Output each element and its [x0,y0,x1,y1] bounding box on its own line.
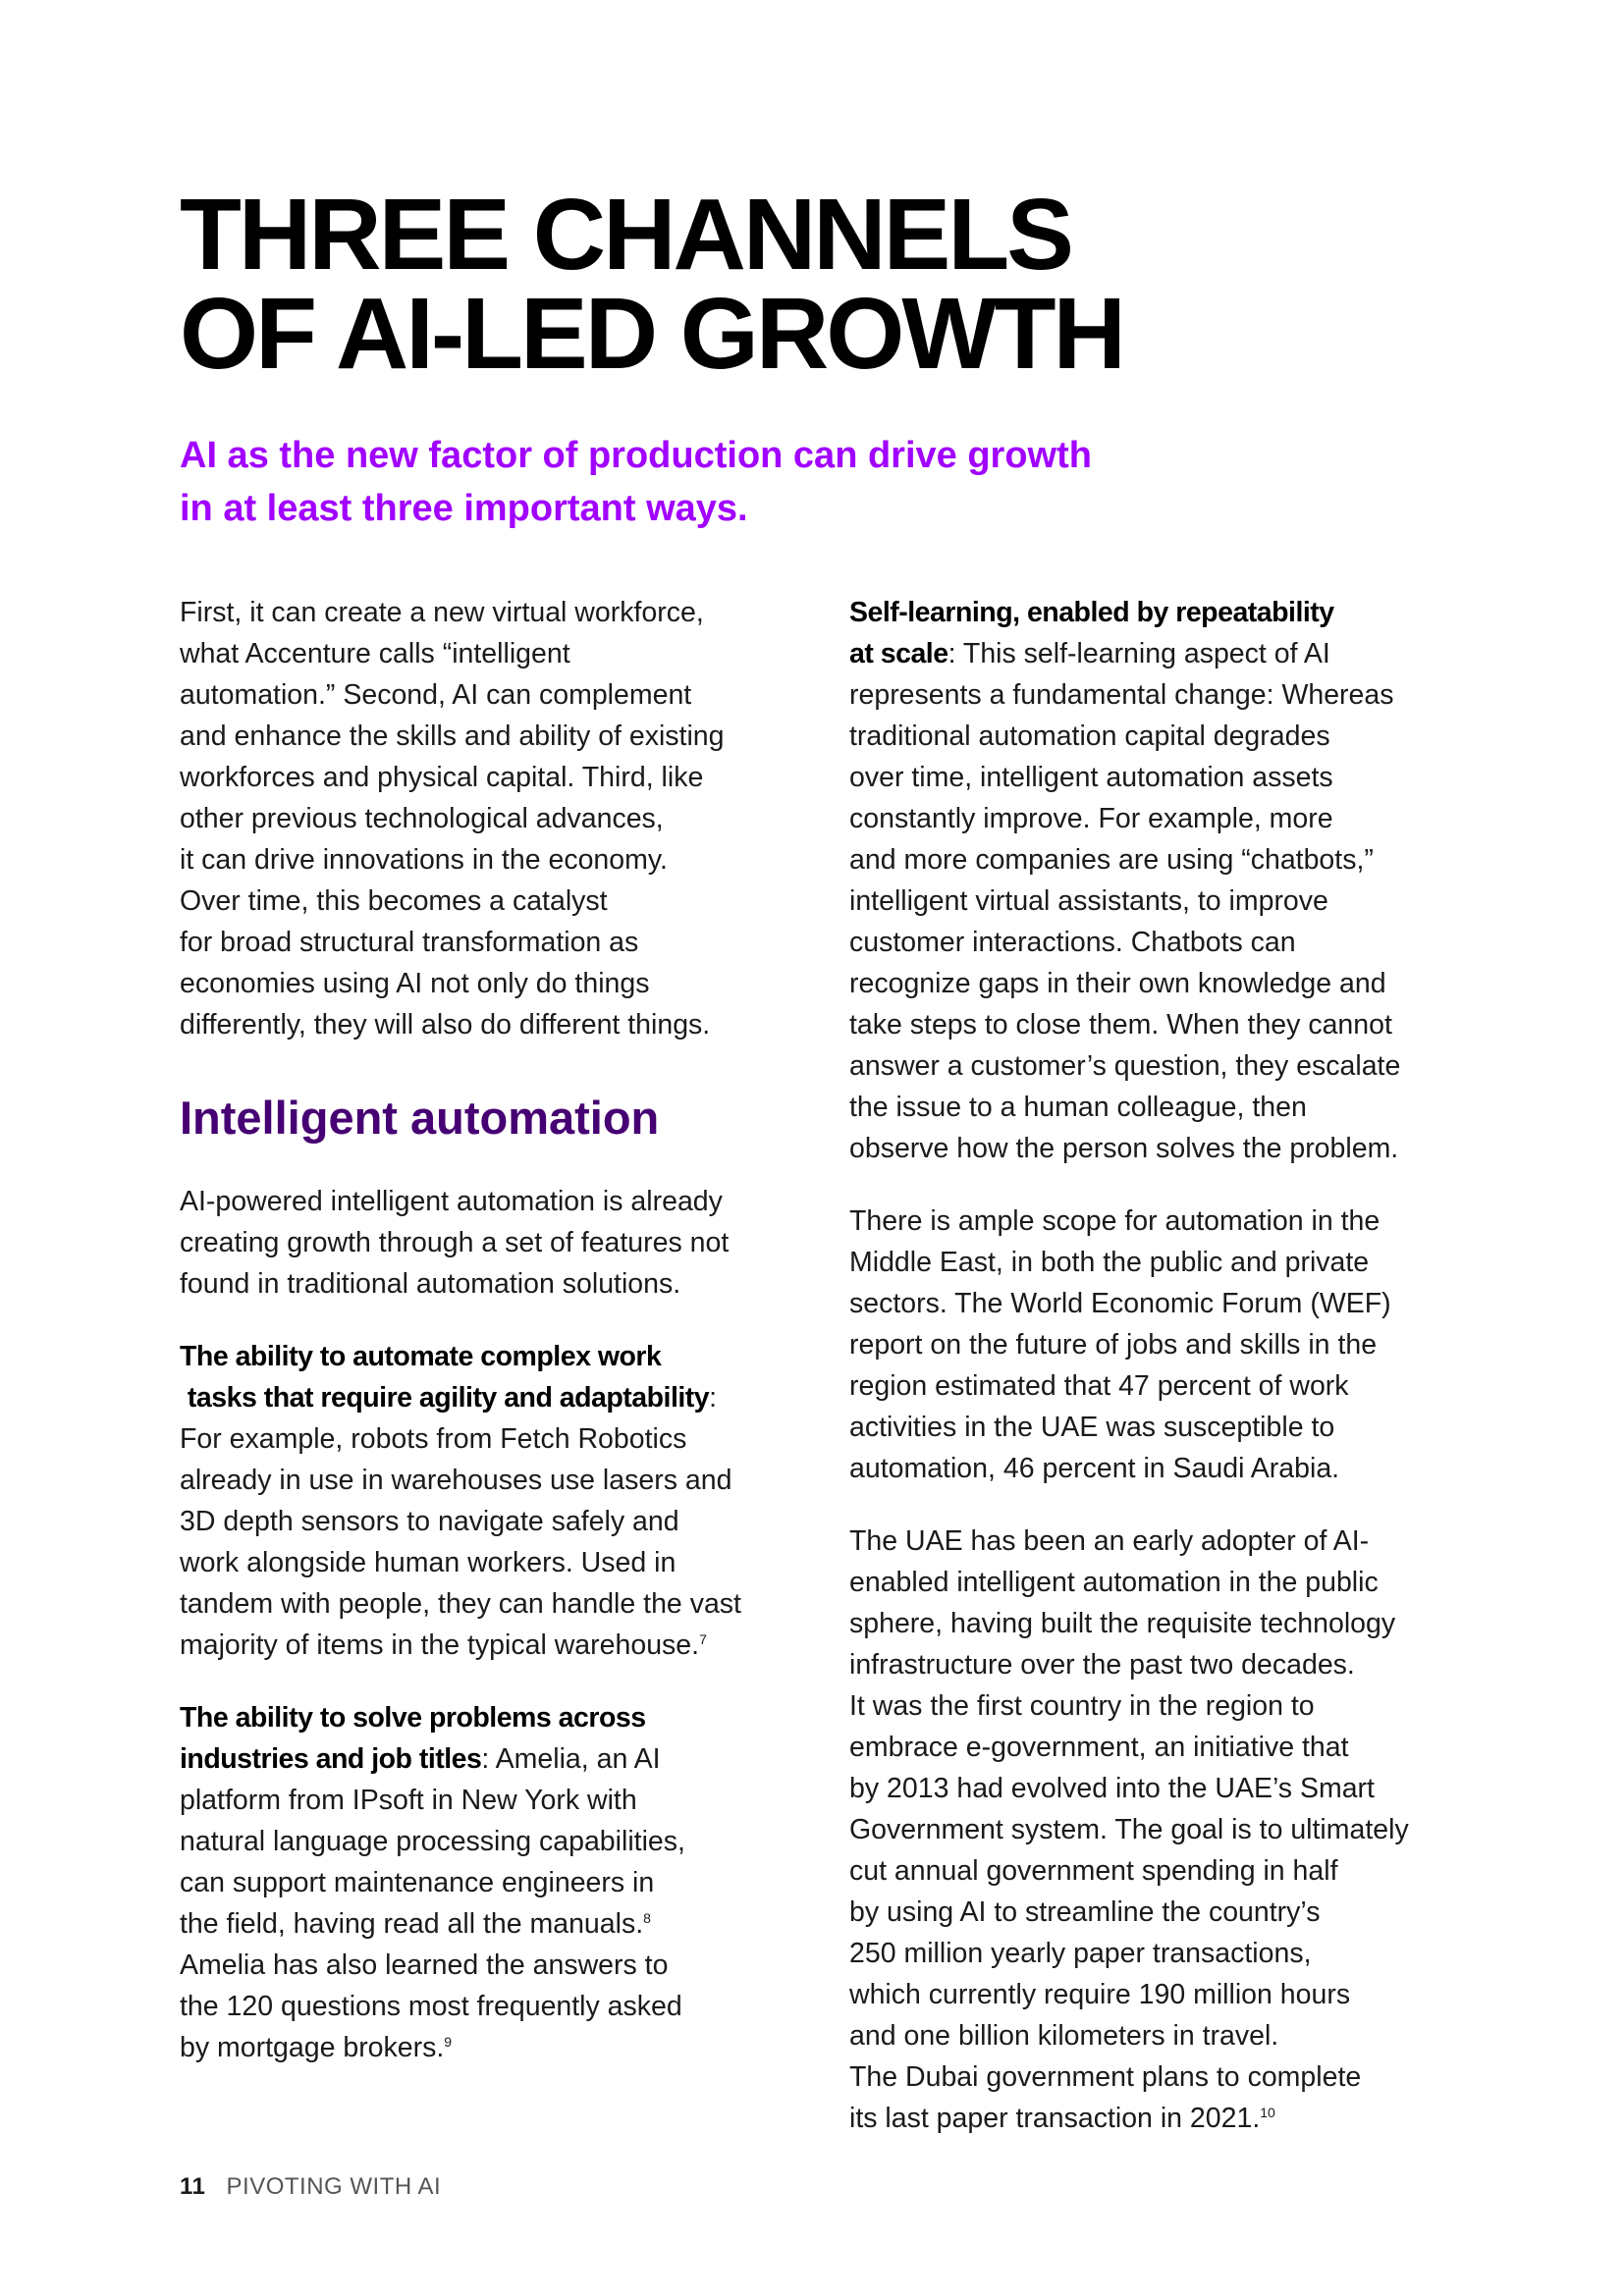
feature-heading: at scale [849,638,948,669]
feature-heading: The ability to solve problems across [180,1702,646,1734]
feature-heading: Self-learning, enabled by repeatability [849,597,1334,628]
page-footer [180,2172,441,2202]
footnote-ref: 8 [643,1910,651,1926]
feature-heading: industries and job titles [180,1743,482,1775]
title-line-1: THREE CHANNELS [180,178,1071,291]
subtitle-line-1: AI as the new factor of production can drive growth [180,435,1092,476]
footnote-ref: 9 [444,2034,453,2050]
uae-paragraph: The UAE has been an early adopter of AI- enabled intelligent automation in the public sphere, having built the requisite technology infrastructure over the past two decades. It was the first country in the region to embrace e-government, an initiative that by 2013 had evolved into the UAE’s Smart Government system. The goal is to ultimately cut annual government spending in half by using AI to streamline the country’s 250 million yearly paper transactions, which currently require 190 million hours and one billion kilometers in travel. The Dubai government plans to complete its last paper transaction in 2021.10 [849,1525,1409,2134]
middle-east-paragraph: There is ample scope for automation in the Middle East, in both the public and private sectors. The World Economic Forum (WEF) report on the future of jobs and skills in the region estimated that 47 percent of work activities in the UAE was susceptible to automation, 46 percent in Saudi Arabia. [849,1205,1391,1484]
section-intro-paragraph: AI-powered intelligent automation is already creating growth through a set of features not found in traditional automation solutions. [180,1186,730,1300]
feature-heading: tasks that require agility and adaptability [187,1382,710,1414]
subtitle-line-2: in at least three important ways. [180,488,748,529]
feature-solve-problems: The ability to solve problems across industries and job titles: Amelia, an AI platform from IPsoft in New York with natural language processing capabilities, can support maintenance engineers in the field, having read all the manuals.$^8$ Amelia has also learned the answers to the 120 questions most frequently asked by mortgage brokers.$^9$ [180,1702,685,2063]
footnote-ref: 10 [1260,2105,1275,2120]
page-number: 11 [180,2173,206,2200]
page-title [180,178,1456,390]
title-line-2: OF AI-LED GROWTH [180,277,1123,390]
intro-paragraph: First, it can create a new virtual workforce, what Accenture calls “intelligent automation.” Second, AI can complement and enhance the skills and ability of existing workforces and physical capital. Third, like other previous technological advances, it can drive innovations in the economy. Over time, this becomes a catalyst for broad structural transformation as economies using AI not only do things differently, they will also do different things. [180,597,725,1041]
footer-label: PIVOTING WITH AI [226,2173,442,2200]
footnote-ref: 7 [699,1631,707,1647]
feature-self-learning: Self-learning, enabled by repeatability at scale: This self-learning aspect of AI represents a fundamental change: Whereas traditional automation capital degrades over time, intelligent automation assets constantly improve. For example, more and more companies are using “chatbots,” intelligent virtual assistants, to improve customer interactions. Chatbots can recognize gaps in their own knowledge and take steps to close them. When they cannot answer a customer’s question, they escalate the issue to a human colleague, then observe how the person solves the problem. [849,597,1401,1164]
feature-complex-tasks: The ability to automate complex work tasks that require agility and adaptability: For example, robots from Fetch Robotics already in use in warehouses use lasers and 3D depth sensors to navigate safely and work alongside human workers. Used in tandem with people, they can handle the vast majority of items in the typical warehouse.$^7$ [180,1341,741,1661]
section-heading: Intelligent automation [180,1092,660,1144]
right-column [849,592,1478,2170]
subtitle [180,429,1260,535]
left-column [180,592,808,2100]
feature-heading: The ability to automate complex work [180,1341,662,1372]
